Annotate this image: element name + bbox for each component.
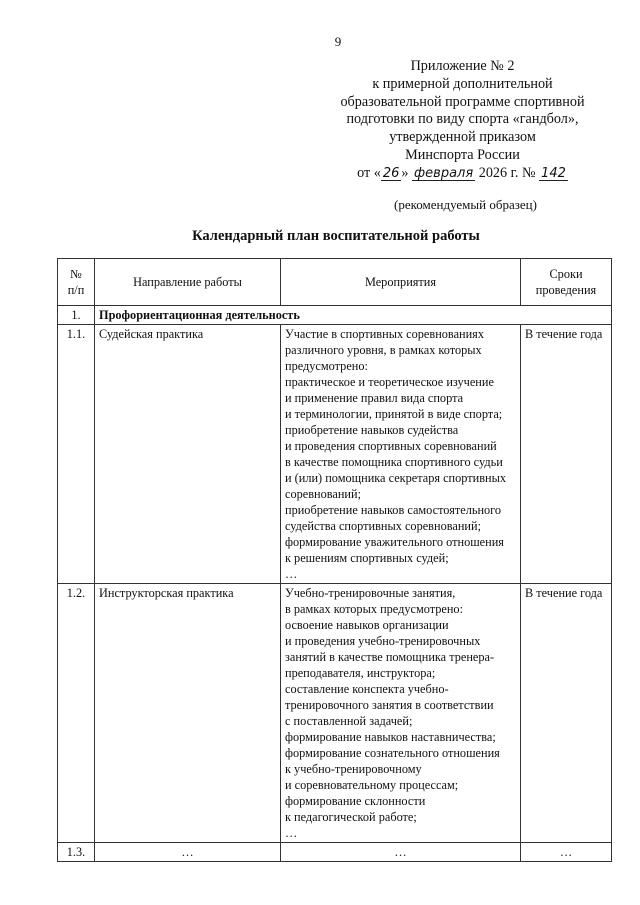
event-line: практическое и теоретическое изучение — [285, 375, 494, 389]
sample-note: (рекомендуемый образец) — [394, 197, 537, 212]
row-num: 1.1. — [58, 325, 95, 584]
event-line: формирование навыков наставничества; — [285, 730, 496, 744]
event-line: преподавателя, инструктора; — [285, 666, 436, 680]
section-num: 1. — [58, 306, 95, 325]
event-line: соревнований; — [285, 487, 362, 501]
row-num: 1.2. — [58, 584, 95, 843]
row-terms: В течение года — [521, 584, 612, 843]
event-line: и проведения учебно-тренировочных — [285, 634, 481, 648]
page-number: 9 — [334, 34, 342, 49]
event-line: и соревновательному процессам; — [285, 778, 459, 792]
document-title: Календарный план воспитательной работы — [192, 228, 480, 244]
table-row — [58, 325, 612, 584]
appendix-line: утвержденной приказом — [389, 129, 536, 146]
event-line: и проведения спортивных соревнований — [285, 439, 497, 453]
event-line: к учебно-тренировочному — [285, 762, 422, 776]
header-terms-line: Сроки — [549, 267, 583, 281]
event-line: предусмотрено: — [285, 359, 368, 373]
event-line: в рамках которых предусмотрено: — [285, 602, 463, 616]
event-line: различного уровня, в рамках которых — [285, 343, 482, 357]
event-line: и применение правил вида спорта — [285, 391, 464, 405]
header-num-line: п/п — [67, 283, 85, 297]
appendix-line: Минспорта России — [405, 146, 520, 163]
event-line: формирование склонности — [285, 794, 426, 808]
table-row — [58, 584, 612, 843]
table-header-row — [58, 259, 612, 306]
date-mid: » — [401, 164, 413, 181]
date-year: 2026 г. № — [475, 164, 540, 181]
event-line: составление конспекта учебно- — [285, 682, 449, 696]
handwritten-month: февраля — [414, 165, 474, 181]
handwritten-order-number: 142 — [541, 165, 566, 181]
event-line: к педагогической работе; — [285, 810, 417, 824]
appendix-line: Приложение № 2 — [410, 58, 515, 74]
order-date-line — [330, 165, 595, 183]
table-row — [58, 843, 612, 862]
header-events: Мероприятия — [281, 259, 521, 306]
handwritten-day: 26 — [382, 165, 400, 181]
event-line: тренировочного занятия в соответствии — [285, 698, 494, 712]
row-direction: Инструкторская практика — [95, 584, 281, 843]
event-line: … — [285, 826, 298, 840]
header-num-line: № — [70, 267, 82, 281]
row-direction: … — [95, 843, 281, 862]
event-line: судейства спортивных соревнований; — [285, 519, 481, 533]
event-line: приобретение навыков самостоятельного — [285, 503, 502, 517]
row-events — [281, 325, 521, 584]
event-line: Учебно-тренировочные занятия, — [285, 586, 456, 600]
header-terms — [521, 259, 612, 306]
event-line: и терминологии, принятой в виде спорта; — [285, 407, 503, 421]
event-line: … — [285, 567, 298, 581]
header-num — [58, 259, 95, 306]
event-line: приобретение навыков судейства — [285, 423, 459, 437]
section-row — [58, 306, 612, 325]
row-events — [281, 584, 521, 843]
event-line: Участие в спортивных соревнованиях — [285, 327, 484, 341]
appendix-line: образовательной программе спортивной — [340, 93, 585, 110]
appendix-header — [330, 58, 595, 183]
row-terms: В течение года — [521, 325, 612, 584]
event-line: и (или) помощника секретаря спортивных — [285, 471, 507, 485]
row-terms: … — [521, 843, 612, 862]
header-terms-line: проведения — [535, 283, 597, 297]
event-line: к решениям спортивных судей; — [285, 551, 449, 565]
event-line: формирование сознательного отношения — [285, 746, 500, 760]
row-direction: Судейская практика — [95, 325, 281, 584]
event-line: в качестве помощника спортивного судьи — [285, 455, 503, 469]
row-num: 1.3. — [58, 843, 95, 862]
event-line: с поставленной задачей; — [285, 714, 413, 728]
appendix-line: подготовки по виду спорта «гандбол», — [346, 111, 579, 128]
event-line: занятий в качестве помощника тренера- — [285, 650, 495, 664]
appendix-line: к примерной дополнительной — [372, 75, 553, 92]
event-line: формирование уважительного отношения — [285, 535, 504, 549]
event-line: освоение навыков организации — [285, 618, 449, 632]
date-prefix: от « — [357, 164, 381, 181]
section-title: Профориентационная деятельность — [95, 306, 612, 325]
row-events: … — [281, 843, 521, 862]
header-direction: Направление работы — [95, 259, 281, 306]
plan-table — [57, 258, 612, 862]
